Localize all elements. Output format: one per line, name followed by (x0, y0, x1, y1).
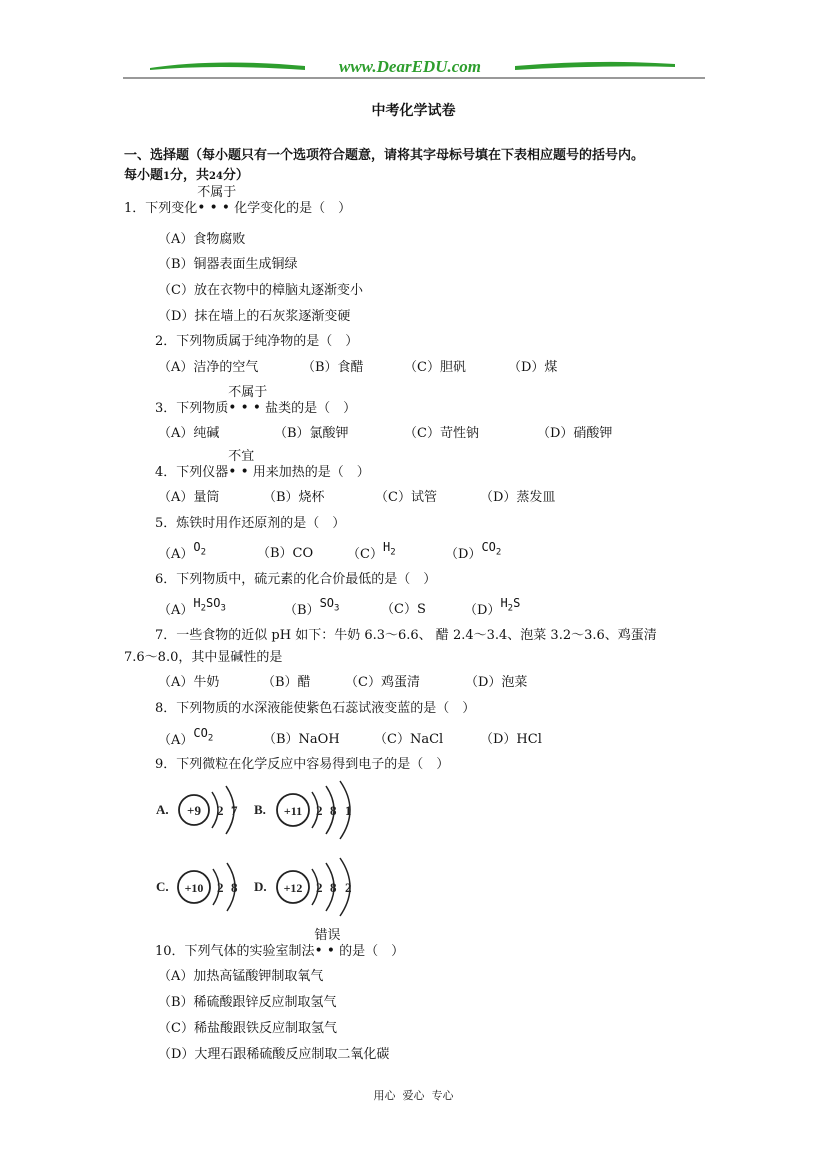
header-banner (120, 56, 710, 82)
formula-subscript: 3 (334, 603, 340, 614)
stem-text: 10．下列气体的实验室制法 (155, 944, 315, 959)
option: （B）CO (257, 546, 314, 561)
atom-c-electrons: 2 (217, 880, 224, 895)
formula-subscript: 2 (390, 547, 396, 558)
formula (193, 726, 214, 744)
option: （C）苛性钠 (404, 426, 479, 441)
atom-b-label: B. (254, 802, 266, 817)
atom-b-electrons: 8 (330, 803, 337, 818)
question-9-stem: 9．下列微粒在化学反应中容易得到电子的是（ ） (155, 757, 450, 772)
question-4-stem (155, 449, 370, 481)
question-7-stem-line2: 7.6～8.0，其中显碱性的是 (124, 650, 283, 665)
atom-d-electrons: 8 (330, 880, 337, 895)
formula-subscript: 2 (200, 603, 207, 614)
question-3-stem (155, 385, 357, 417)
option-label: （C） (347, 547, 383, 562)
option: （D）硝酸钾 (537, 426, 613, 441)
option: （C）稀盐酸跟铁反应制取氢气 (158, 1021, 337, 1036)
site-logo-text: www.DearEDU.com (339, 57, 481, 76)
question-1-stem (124, 185, 352, 217)
option: （C）放在衣物中的樟脑丸逐渐变小 (158, 283, 363, 298)
option (464, 596, 521, 623)
stem-text: 4．下列仪器 (155, 465, 229, 480)
emphasis-dots: ••• (197, 200, 235, 216)
atom-d-label: D. (254, 879, 267, 894)
formula-subscript: 2 (207, 733, 214, 744)
left-swoosh (150, 62, 305, 70)
section-heading-line1: 一、选择题（每小题只有一个选项符合题意，请将其字母标号填在下表相应题号的括号内。 (124, 148, 645, 163)
section-heading-line2 (124, 168, 249, 185)
atom-a-electrons: 7 (231, 803, 238, 818)
heading-number: 24 (209, 171, 223, 182)
stem-text: 的是（ ） (339, 944, 405, 959)
option (158, 726, 214, 753)
formula-subscript: 2 (495, 547, 502, 558)
formula (193, 540, 207, 558)
formula (382, 540, 396, 558)
option-label: （D） (464, 603, 501, 618)
question-8-stem: 8．下列物质的水深液能使紫色石蕊试液变蓝的是（ ） (155, 701, 476, 716)
stem-text: 盐类的是（ ） (265, 401, 357, 416)
right-swoosh (515, 62, 675, 70)
option: （D）泡菜 (465, 675, 528, 690)
atom-c-label: C. (156, 879, 169, 894)
option: （B）铜器表面生成铜绿 (158, 257, 298, 272)
formula-text: S (513, 596, 521, 610)
emphasis (197, 185, 237, 217)
question-6-stem: 6．下列物质中，硫元素的化合价最低的是（ ） (155, 572, 437, 587)
formula-text: SO (206, 596, 221, 610)
page-footer: 用心 爱心 专心 (373, 1089, 454, 1102)
option: （C）试管 (375, 490, 437, 505)
option: （B）烧杯 (263, 490, 325, 505)
stem-text: 3．下列物质 (155, 401, 229, 416)
formula (481, 540, 502, 558)
atom-a-label: A. (156, 802, 169, 817)
emphasis (314, 928, 341, 960)
option: （A）量筒 (158, 490, 220, 505)
formula-text: CO (193, 726, 208, 740)
option: （C）胆矾 (404, 360, 466, 375)
option: （A）食物腐败 (158, 232, 246, 247)
option: （C）S (381, 602, 426, 617)
option (284, 596, 340, 623)
emphasis (228, 449, 255, 481)
emphasis-dots: •• (314, 943, 340, 959)
option: （D）大理石跟稀硫酸反应制取二氧化碳 (158, 1047, 390, 1062)
option: （C）鸡蛋清 (345, 675, 420, 690)
option (158, 596, 226, 623)
option: （A）纯碱 (158, 426, 220, 441)
atom-d-nucleus-charge: +12 (283, 881, 303, 895)
question-7-stem-line1: 7．一些食物的近似 pH 如下：牛奶 6.3～6.6、 醋 2.4～3.4、泡菜 3.2～3.6、鸡蛋清 (155, 628, 657, 643)
emphasis-word: 不属于 (228, 385, 268, 400)
formula-text: H (193, 596, 201, 610)
option: （B）食醋 (302, 360, 364, 375)
formula (193, 596, 226, 614)
option: （A）加热高锰酸钾制取氧气 (158, 969, 324, 984)
formula-subscript: 2 (200, 547, 207, 558)
option (158, 540, 207, 567)
question-10-stem (155, 928, 405, 960)
heading-text: 分） (222, 168, 249, 183)
question-5-stem: 5．炼铁时用作还原剂的是（ ） (155, 516, 346, 531)
atom-structure-diagram (150, 778, 370, 928)
formula-text: SO (319, 596, 335, 610)
question-2-stem: 2．下列物质属于纯净物的是（ ） (155, 334, 359, 349)
heading-text: 分，共 (169, 168, 209, 183)
option: （B）稀硫酸跟锌反应制取氢气 (158, 995, 337, 1010)
option-label: （A） (158, 733, 194, 748)
atom-d-electrons: 2 (316, 880, 323, 895)
heading-text: 每小题 (124, 168, 164, 183)
formula (500, 596, 521, 614)
formula-text: CO (481, 540, 496, 554)
stem-text: 化学变化的是（ ） (234, 201, 352, 216)
option: （C）NaCl (374, 732, 444, 747)
atom-a-electrons: 2 (217, 803, 224, 818)
option: （B）NaOH (263, 732, 340, 747)
option: （B）醋 (262, 675, 311, 690)
atom-c-nucleus-charge: +10 (184, 881, 204, 895)
emphasis-word: 不宜 (228, 449, 255, 464)
atom-c-electrons: 8 (231, 880, 238, 895)
option-label: （A） (158, 547, 194, 562)
emphasis (228, 385, 268, 417)
emphasis-dots: •• (228, 464, 253, 480)
option (445, 540, 502, 567)
formula-text: H (382, 540, 391, 554)
formula-subscript: 3 (220, 603, 226, 614)
option-label: （B） (284, 603, 320, 618)
page-title: 中考化学试卷 (371, 103, 456, 119)
emphasis-dots: ••• (228, 400, 266, 416)
atom-b-electrons: 2 (316, 803, 323, 818)
atom-a-nucleus-charge: +9 (187, 803, 201, 818)
option-label: （A） (158, 603, 194, 618)
atom-d-electrons: 2 (345, 880, 352, 895)
option: （A）牛奶 (158, 675, 220, 690)
formula-subscript: 2 (507, 603, 514, 614)
option: （B）氯酸钾 (274, 426, 349, 441)
option: （D）HCl (480, 732, 542, 747)
atom-b-nucleus-charge: +11 (283, 804, 303, 818)
option: （D）蒸发皿 (480, 490, 556, 505)
formula-text: H (500, 596, 508, 610)
option: （D）抹在墙上的石灰浆逐渐变硬 (158, 309, 351, 324)
emphasis-word: 不属于 (197, 185, 237, 200)
stem-text: 用来加热的是（ ） (252, 465, 370, 480)
option-label: （D） (445, 547, 482, 562)
option: （A）洁净的空气 (158, 360, 259, 375)
formula (319, 596, 340, 614)
heading-number: 1 (163, 171, 170, 182)
atom-b-electrons: 1 (345, 803, 352, 818)
emphasis-word: 错误 (314, 928, 341, 943)
formula-text: O (193, 540, 201, 554)
stem-text: 1．下列变化 (124, 201, 198, 216)
option (347, 540, 396, 567)
option: （D）煤 (508, 360, 558, 375)
